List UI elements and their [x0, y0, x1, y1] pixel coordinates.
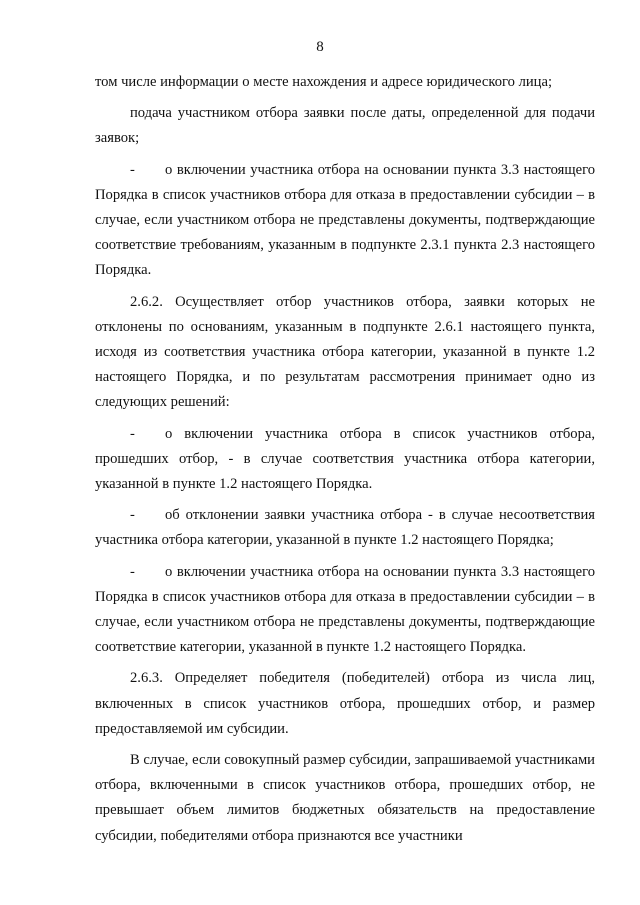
- bullet-text: о включении участника отбора на основании пункта 3.3 настоящего Порядка в список участников отбора для отказа в предоставлении субсидии – в случае, если участником отбора не представлены документы, подтверждающие соответствие требованиям, указанным в подпункте 2.3.1 пункта 2.3 настоящего Порядка.: [95, 161, 595, 279]
- bullet-marker: -: [130, 425, 135, 442]
- paragraph-total-subsidy: В случае, если совокупный размер субсидии, запрашиваемой участниками отбора, включенными в список участников отбора, прошедших отбор, не превышает объем лимитов бюджетных обязательств на предоставление субсидии, победителями отбора признаются все участники: [95, 752, 595, 844]
- bullet-paragraph-inclusion: [95, 422, 595, 498]
- bullet-text: об отклонении заявки участника отбора - в случае несоответствия участника отбора категории, указанной в пункте 1.2 настоящего Порядка;: [95, 507, 595, 549]
- paragraph-2-6-3: 2.6.3. Определяет победителя (победителей) отбора из числа лиц, включенных в список участников отбора, прошедших отбор, и размер предоставляемой им субсидии.: [95, 670, 595, 737]
- paragraph-late-submission: подача участником отбора заявки после даты, определенной для подачи заявок;: [95, 105, 595, 147]
- bullet-paragraph-refusal-requirements: [95, 158, 595, 284]
- paragraph-2-6-2: 2.6.2. Осуществляет отбор участников отбора, заявки которых не отклонены по основаниям, указанным в подпункте 2.6.1 настоящего пункта, исходя из соответствия участника отбора категории, указанной в пункте 1.2 настоящего Порядка, и по результатам рассмотрения принимает одно из следующих решений:: [95, 293, 595, 411]
- bullet-marker: -: [130, 161, 135, 178]
- document-body: [95, 70, 595, 849]
- page-number: 8: [316, 39, 324, 55]
- bullet-marker: -: [130, 563, 135, 580]
- bullet-paragraph-refusal-category: [95, 560, 595, 661]
- bullet-paragraph-rejection: [95, 503, 595, 553]
- bullet-text: о включении участника отбора в список участников отбора, прошедших отбор, - в случае соответствия участника отбора категории, указанной в пункте 1.2 настоящего Порядка.: [95, 425, 595, 493]
- paragraph-continuation: том числе информации о месте нахождения и адресе юридического лица;: [95, 74, 553, 90]
- bullet-marker: -: [130, 507, 135, 524]
- bullet-text: о включении участника отбора на основании пункта 3.3 настоящего Порядка в список участников отбора для отказа в предоставлении субсидии – в случае, если участником отбора не представлены документы, подтверждающие соответствие категории, указанной в пункте 1.2 настоящего Порядка.: [95, 563, 595, 656]
